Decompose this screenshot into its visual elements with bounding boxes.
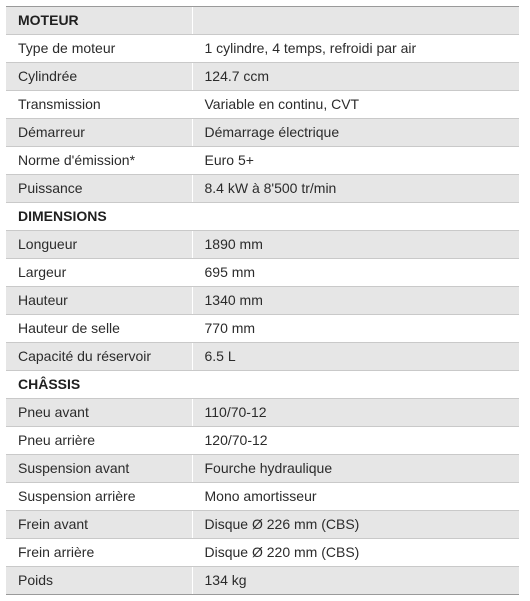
table-row (6, 175, 519, 203)
spec-table (6, 6, 519, 595)
section-title: DIMENSIONS (6, 203, 192, 231)
spec-value: Fourche hydraulique (192, 455, 519, 483)
spec-value: 124.7 ccm (192, 63, 519, 91)
spec-label: Frein arrière (6, 539, 192, 567)
table-row (6, 483, 519, 511)
section-header-chassis (6, 371, 519, 399)
spec-label: Poids (6, 567, 192, 595)
spec-value: 110/70-12 (192, 399, 519, 427)
spec-label: Hauteur de selle (6, 315, 192, 343)
spec-value: 6.5 L (192, 343, 519, 371)
table-row (6, 315, 519, 343)
spec-label: Norme d'émission* (6, 147, 192, 175)
table-row (6, 399, 519, 427)
spec-label: Pneu avant (6, 399, 192, 427)
spec-label: Hauteur (6, 287, 192, 315)
section-title-blank (192, 203, 519, 231)
table-row (6, 287, 519, 315)
spec-value: 770 mm (192, 315, 519, 343)
spec-value: Disque Ø 226 mm (CBS) (192, 511, 519, 539)
section-title: MOTEUR (6, 7, 192, 35)
table-row (6, 511, 519, 539)
spec-value: 120/70-12 (192, 427, 519, 455)
table-row (6, 567, 519, 595)
table-row (6, 147, 519, 175)
spec-label: Pneu arrière (6, 427, 192, 455)
spec-label: Frein avant (6, 511, 192, 539)
spec-label: Capacité du réservoir (6, 343, 192, 371)
table-row (6, 427, 519, 455)
section-header-moteur (6, 7, 519, 35)
spec-label: Suspension arrière (6, 483, 192, 511)
section-header-dimensions (6, 203, 519, 231)
spec-label: Démarreur (6, 119, 192, 147)
table-row (6, 91, 519, 119)
spec-value: 8.4 kW à 8'500 tr/min (192, 175, 519, 203)
section-title: CHÂSSIS (6, 371, 192, 399)
spec-value: Variable en continu, CVT (192, 91, 519, 119)
table-row (6, 63, 519, 91)
spec-label: Transmission (6, 91, 192, 119)
spec-value: 695 mm (192, 259, 519, 287)
table-row (6, 343, 519, 371)
spec-label: Longueur (6, 231, 192, 259)
table-row (6, 35, 519, 63)
spec-value: Disque Ø 220 mm (CBS) (192, 539, 519, 567)
table-row (6, 231, 519, 259)
section-title-blank (192, 371, 519, 399)
spec-value: 1340 mm (192, 287, 519, 315)
spec-value: Démarrage électrique (192, 119, 519, 147)
spec-value: Mono amortisseur (192, 483, 519, 511)
table-row (6, 539, 519, 567)
table-row (6, 119, 519, 147)
spec-value: Euro 5+ (192, 147, 519, 175)
table-row (6, 259, 519, 287)
spec-value: 1 cylindre, 4 temps, refroidi par air (192, 35, 519, 63)
table-row (6, 455, 519, 483)
spec-value: 1890 mm (192, 231, 519, 259)
spec-value: 134 kg (192, 567, 519, 595)
spec-label: Type de moteur (6, 35, 192, 63)
spec-label: Suspension avant (6, 455, 192, 483)
spec-label: Largeur (6, 259, 192, 287)
section-title-blank (192, 7, 519, 35)
spec-label: Puissance (6, 175, 192, 203)
spec-label: Cylindrée (6, 63, 192, 91)
